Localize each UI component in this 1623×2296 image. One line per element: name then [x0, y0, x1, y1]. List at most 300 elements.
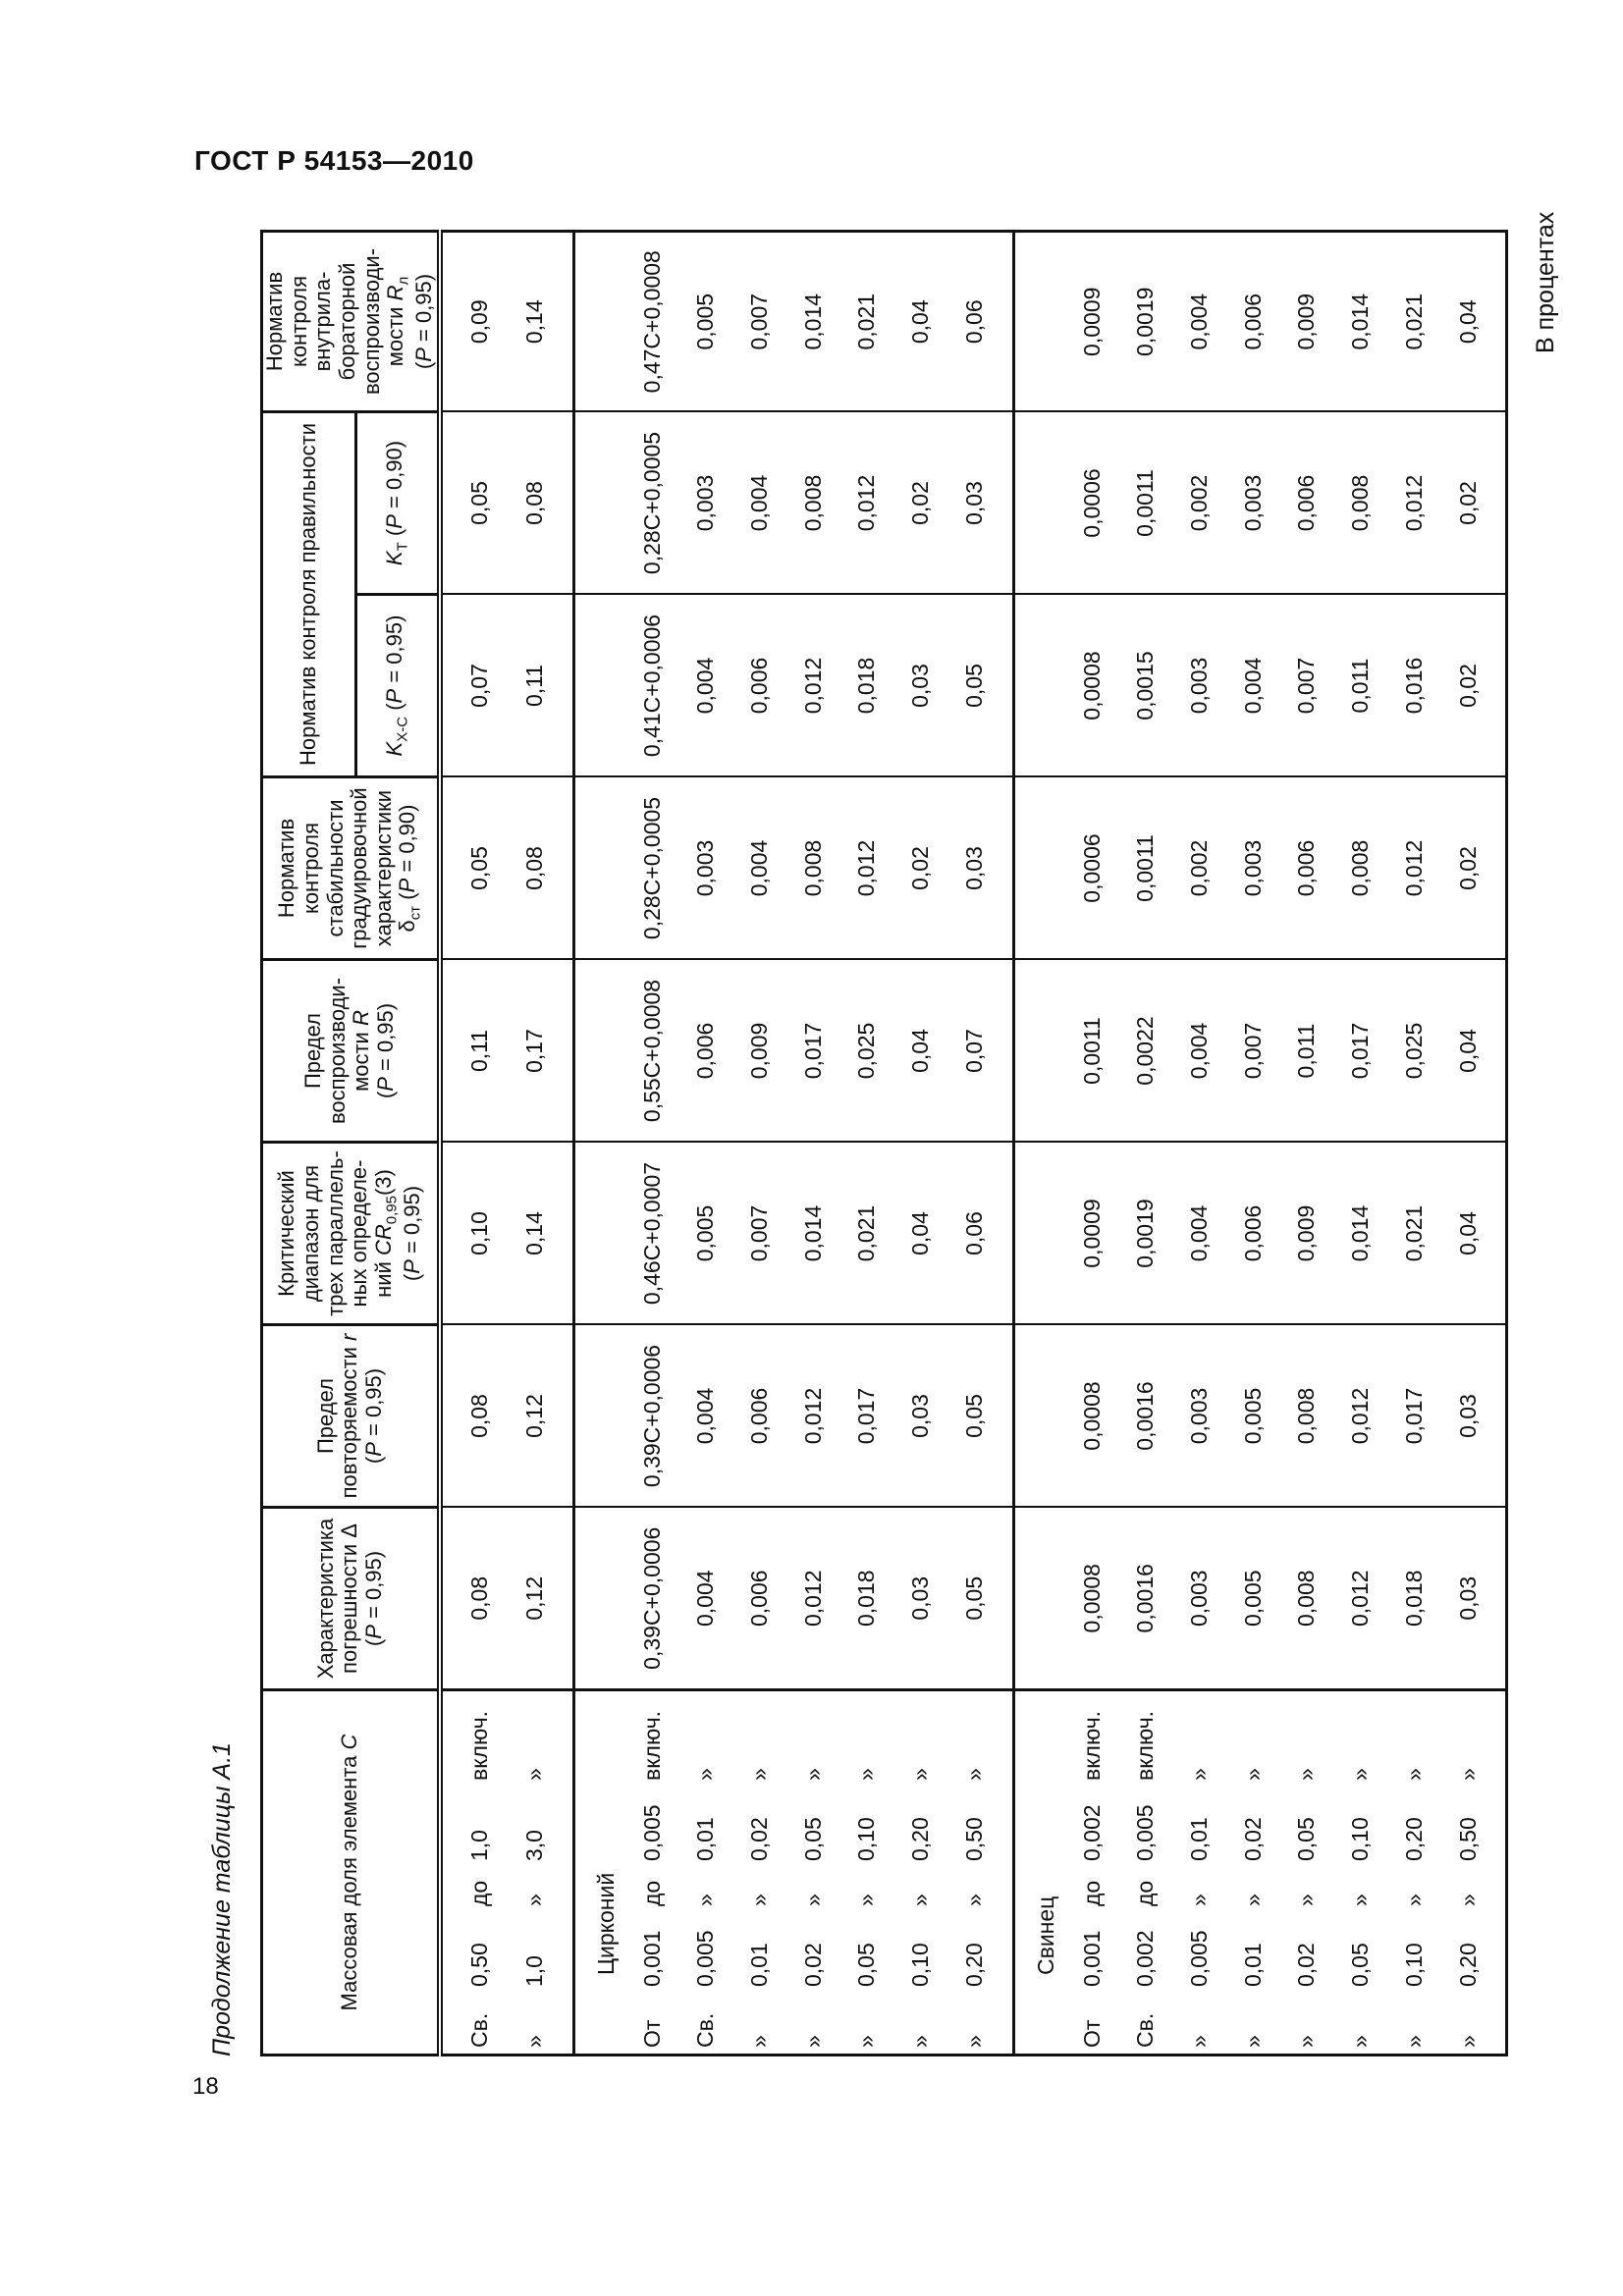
value-cell: 0,012: [839, 777, 893, 960]
value-cell: 0,017: [1387, 1325, 1441, 1508]
element-name: Цирконий: [573, 1690, 625, 2056]
header-kt: $K_Т$ (P = 0,90): [355, 412, 440, 595]
value-cell: 0,004: [678, 1508, 732, 1690]
empty-cell: [1013, 777, 1065, 960]
range-to: 0,10: [853, 1817, 880, 1861]
header-st-l2: контроля: [298, 822, 323, 915]
mass-fraction-cell: [1118, 1690, 1172, 2056]
mass-fraction-cell: [839, 1690, 893, 2056]
table-row: [947, 232, 1013, 2056]
header-delta-l2: погрешности Δ: [337, 1523, 362, 1674]
range-mid: »: [1239, 1894, 1266, 1906]
header-r-l2-text: повторяемости: [337, 1347, 362, 1499]
header-mass-fraction-text: Массовая доля элемента: [337, 1755, 362, 2011]
data-table-container: [260, 233, 1507, 2056]
range-mid: до: [466, 1880, 493, 1906]
empty-cell: [1013, 960, 1065, 1143]
range-suffix: »: [521, 1768, 548, 1781]
range-suffix: »: [1400, 1768, 1427, 1781]
value-cell: 0,008: [1279, 1325, 1333, 1508]
value-cell: 0,018: [839, 595, 893, 777]
value-cell: 0,025: [839, 960, 893, 1143]
value-cell: 0,011: [1279, 960, 1333, 1143]
header-cr-p: (P = 0,95): [400, 1185, 424, 1282]
value-cell: 0,002: [1172, 777, 1226, 960]
p-var: P: [381, 688, 406, 704]
header-R-p: (P = 0,95): [373, 1002, 399, 1099]
header-rl-l1: Норматив: [262, 271, 287, 372]
range-prefix: »: [521, 2035, 548, 2048]
value-cell: 0,014: [786, 232, 840, 412]
value-cell: 0,003: [1226, 412, 1280, 595]
header-mass-fraction-var: C: [337, 1734, 362, 1750]
value-cell: 0,008: [786, 777, 840, 960]
value-cell: 0,07: [947, 960, 1013, 1143]
header-rl-sub: л: [395, 276, 412, 286]
value-cell: 0,03: [893, 595, 947, 777]
table-row: [1441, 232, 1507, 2056]
range-from: 0,005: [692, 1930, 719, 1987]
table-row: [1387, 232, 1441, 2056]
value-cell: 0,018: [1387, 1508, 1441, 1690]
range-suffix: включ.: [1078, 1710, 1105, 1781]
value-cell: 0,012: [1387, 777, 1441, 960]
empty-cell: [573, 412, 625, 595]
range-to: 0,10: [1347, 1817, 1374, 1861]
range-prefix: От: [638, 2019, 665, 2048]
range-mid: »: [961, 1894, 988, 1906]
range-from: 0,002: [1132, 1930, 1159, 1987]
value-cell: 0,021: [1387, 1143, 1441, 1325]
header-intralab-reproducibility: [262, 232, 440, 412]
value-cell: 0,0011: [1118, 777, 1172, 960]
value-cell: 0,09: [440, 232, 508, 412]
table-row: [786, 232, 840, 2056]
range-prefix: »: [1185, 2035, 1212, 2048]
header-R-var: R: [349, 1010, 374, 1027]
range-mid: »: [1347, 1894, 1374, 1906]
value-cell: 0,006: [732, 1508, 786, 1690]
value-cell: 0,12: [508, 1508, 573, 1690]
value-cell: 0,003: [1172, 1508, 1226, 1690]
units-label: В процентах: [1532, 211, 1559, 353]
header-st-l4: градуировочной: [347, 787, 372, 949]
range-mid: »: [1293, 1894, 1320, 1906]
range-prefix: Св.: [1132, 2012, 1159, 2048]
header-rl-l5: воспроизводи-: [358, 247, 384, 396]
header-rl-p: (P = 0,95): [411, 273, 437, 370]
range-suffix: »: [853, 1768, 880, 1781]
range-from: 0,10: [1400, 1943, 1427, 1987]
p-var: P: [373, 1077, 399, 1092]
value-cell: 0,021: [839, 232, 893, 412]
table-row: [1279, 232, 1333, 2056]
page-number: 18: [192, 2073, 219, 2100]
value-cell: 0,008: [1279, 1508, 1333, 1690]
empty-cell: [573, 960, 625, 1143]
empty-cell: [573, 777, 625, 960]
range-mid: до: [1132, 1880, 1159, 1906]
header-cr-l4: ных определе-: [347, 1159, 372, 1308]
range-prefix: »: [745, 2035, 772, 2048]
range-suffix: »: [745, 1768, 772, 1781]
value-cell: 0,04: [893, 1143, 947, 1325]
mass-fraction-cell: [786, 1690, 840, 2056]
header-r-l2: [338, 1326, 362, 1506]
value-cell: 0,006: [1279, 777, 1333, 960]
value-cell: 0,0009: [1065, 232, 1119, 412]
range-to: 0,02: [745, 1817, 772, 1861]
empty-cell: [1013, 1508, 1065, 1690]
table-row: [1118, 232, 1172, 2056]
header-cr-sub: 0,95: [383, 1196, 401, 1225]
value-cell: 0,02: [1441, 595, 1507, 777]
mass-fraction-cell: [893, 1690, 947, 2056]
p-value: = 0,90): [395, 804, 420, 879]
value-cell: 0,009: [1279, 1143, 1333, 1325]
value-cell: 0,007: [1279, 595, 1333, 777]
value-cell: 0,012: [786, 1325, 840, 1508]
value-cell: 0,17: [508, 960, 573, 1143]
header-st-l1: Норматив: [274, 818, 299, 919]
header-rl-var: R: [383, 285, 408, 301]
value-cell: 0,04: [1441, 1143, 1507, 1325]
value-cell: 0,012: [786, 595, 840, 777]
range-from: 1,0: [521, 1955, 548, 1987]
mass-fraction-cell: [440, 1690, 508, 2056]
value-cell: 0,08: [508, 412, 573, 595]
p-value: = 0,95): [400, 1185, 424, 1260]
range-prefix: »: [799, 2035, 826, 2048]
document-header: ГОСТ Р 54153—2010: [194, 145, 474, 176]
p-value: = 0,95): [360, 1550, 386, 1626]
empty-cell: [1013, 595, 1065, 777]
empty-cell: [573, 232, 625, 412]
range-from: 0,02: [1293, 1943, 1320, 1987]
range-from: 0,50: [466, 1943, 493, 1987]
value-cell: 0,08: [440, 1325, 508, 1508]
value-cell: 0,03: [893, 1508, 947, 1690]
range-to: 3,0: [521, 1830, 548, 1861]
header-rl-l6-text: мости: [383, 306, 408, 367]
value-cell: 0,55C+0,0008: [625, 960, 679, 1143]
value-cell: 0,0016: [1118, 1508, 1172, 1690]
value-cell: 0,004: [1226, 595, 1280, 777]
range-mid: »: [1400, 1894, 1427, 1906]
range-suffix: »: [1239, 1768, 1266, 1781]
header-st-l5: характеристики: [370, 789, 396, 947]
header-rl-l4: бораторной: [334, 262, 359, 381]
header-cr-l5-text: ний: [370, 1261, 396, 1298]
value-cell: 0,04: [1441, 232, 1507, 412]
value-cell: 0,025: [1387, 960, 1441, 1143]
table-row: [1333, 232, 1387, 2056]
range-prefix: »: [1455, 2035, 1482, 2048]
header-R-l2: воспроизводи-: [324, 977, 350, 1125]
p-var: P: [395, 878, 420, 893]
value-cell: 0,007: [1226, 960, 1280, 1143]
range-to: 0,50: [1455, 1817, 1482, 1861]
value-cell: 0,005: [678, 1143, 732, 1325]
table-body: [440, 232, 1507, 2056]
range-from: 0,005: [1185, 1930, 1212, 1987]
range-from: 0,05: [1347, 1943, 1374, 1987]
empty-cell: [1013, 232, 1065, 412]
range-suffix: »: [692, 1768, 719, 1781]
header-delta-l1: Характеристика: [312, 1518, 338, 1680]
value-cell: 0,08: [508, 777, 573, 960]
range-to: 0,05: [1293, 1817, 1320, 1861]
value-cell: 0,05: [440, 412, 508, 595]
range-from: 0,20: [1455, 1943, 1482, 1987]
value-cell: 0,28C+0,0005: [625, 412, 679, 595]
header-st-l3: стабильности: [322, 799, 348, 937]
header-kt-var: K: [381, 551, 406, 566]
value-cell: 0,017: [1333, 960, 1387, 1143]
p-value: = 0,95): [373, 1002, 399, 1078]
value-cell: 0,006: [678, 960, 732, 1143]
value-cell: 0,014: [1333, 232, 1387, 412]
header-kxc: $K_{X-C}$ (P = 0,95): [355, 595, 440, 777]
value-cell: 0,0008: [1065, 595, 1119, 777]
value-cell: 0,0022: [1118, 960, 1172, 1143]
value-cell: 0,05: [440, 777, 508, 960]
value-cell: 0,0009: [1065, 1143, 1119, 1325]
mass-fraction-cell: [625, 1690, 679, 2056]
value-cell: 0,006: [1279, 412, 1333, 595]
value-cell: 0,004: [732, 412, 786, 595]
range-to: 0,005: [638, 1804, 665, 1861]
value-cell: 0,0015: [1118, 595, 1172, 777]
header-R-l3-text: мости: [349, 1032, 374, 1092]
mass-fraction-cell: [947, 1690, 1013, 2056]
value-cell: 0,003: [1172, 595, 1226, 777]
value-cell: 0,003: [1172, 1325, 1226, 1508]
value-cell: 0,012: [839, 412, 893, 595]
value-cell: 0,0011: [1118, 412, 1172, 595]
range-from: 0,01: [1239, 1943, 1266, 1987]
value-cell: 0,03: [1441, 1325, 1507, 1508]
range-prefix: Св.: [692, 2012, 719, 2048]
range-from: 0,20: [961, 1943, 988, 1987]
value-cell: 0,006: [1226, 1143, 1280, 1325]
range-to: 1,0: [466, 1830, 493, 1861]
table-row: [625, 232, 679, 2056]
value-cell: 0,03: [947, 412, 1013, 595]
range-suffix: »: [1347, 1768, 1374, 1781]
empty-cell: [573, 1143, 625, 1325]
range-mid: »: [1185, 1894, 1212, 1906]
p-value: = 0,90): [381, 440, 406, 515]
header-st-sub: ст: [406, 905, 424, 921]
value-cell: 0,04: [1441, 960, 1507, 1143]
element-name: Свинец: [1013, 1690, 1065, 2056]
range-suffix: включ.: [638, 1710, 665, 1781]
value-cell: 0,03: [947, 777, 1013, 960]
mass-fraction-cell: [732, 1690, 786, 2056]
p-var: P: [400, 1259, 424, 1274]
range-mid: »: [853, 1894, 880, 1906]
header-r-p: (P = 0,95): [360, 1367, 386, 1465]
value-cell: 0,005: [1226, 1508, 1280, 1690]
range-to: 0,20: [907, 1817, 934, 1861]
header-cr-tail: (3): [370, 1169, 396, 1197]
value-cell: 0,014: [786, 1143, 840, 1325]
table-row: [1065, 232, 1119, 2056]
value-cell: 0,0016: [1118, 1325, 1172, 1508]
value-cell: 0,009: [1279, 232, 1333, 412]
value-cell: 0,06: [947, 1143, 1013, 1325]
value-cell: 0,006: [732, 1325, 786, 1508]
p-var: P: [360, 1625, 386, 1639]
value-cell: 0,0008: [1065, 1508, 1119, 1690]
range-suffix: включ.: [466, 1710, 493, 1781]
range-mid: »: [521, 1894, 548, 1906]
range-to: 0,05: [799, 1817, 826, 1861]
table-continuation-caption: Продолжение таблицы А.1: [208, 1742, 236, 2056]
p-value: = 0,95): [411, 273, 437, 348]
table-row: [893, 232, 947, 2056]
mass-fraction-cell: [1441, 1690, 1507, 2056]
range-mid: до: [1078, 1880, 1105, 1906]
range-to: 0,20: [1400, 1817, 1427, 1861]
value-cell: 0,021: [839, 1143, 893, 1325]
range-prefix: »: [1347, 2035, 1374, 2048]
mass-fraction-cell: [508, 1690, 573, 2056]
value-cell: 0,006: [1226, 232, 1280, 412]
value-cell: 0,009: [732, 960, 786, 1143]
range-prefix: »: [1239, 2035, 1266, 2048]
mass-fraction-cell: [1333, 1690, 1387, 2056]
element-row: [1013, 232, 1065, 2056]
range-to: 0,002: [1078, 1804, 1105, 1861]
range-from: 0,001: [1078, 1930, 1105, 1987]
range-suffix: »: [1185, 1768, 1212, 1781]
table-row: [440, 232, 508, 2056]
range-from: 0,001: [638, 1930, 665, 1987]
range-mid: »: [799, 1894, 826, 1906]
value-cell: 0,004: [1172, 960, 1226, 1143]
value-cell: 0,004: [678, 595, 732, 777]
value-cell: 0,011: [1333, 595, 1387, 777]
header-cr-l5: [372, 1144, 401, 1323]
header-rl-l6: [384, 233, 412, 410]
value-cell: 0,28C+0,0005: [625, 777, 679, 960]
value-cell: 0,0019: [1118, 232, 1172, 412]
value-cell: 0,0006: [1065, 777, 1119, 960]
value-cell: 0,47C+0,0008: [625, 232, 679, 412]
empty-cell: [1013, 1143, 1065, 1325]
range-prefix: »: [961, 2035, 988, 2048]
range-prefix: »: [853, 2035, 880, 2048]
value-cell: 0,10: [440, 1143, 508, 1325]
range-suffix: »: [961, 1768, 988, 1781]
header-stability: [262, 777, 440, 960]
header-R-l1: Предел: [300, 1013, 326, 1089]
value-cell: 0,0019: [1118, 1143, 1172, 1325]
value-cell: 0,002: [1172, 412, 1226, 595]
header-kxc-var: K: [381, 741, 406, 757]
value-cell: 0,03: [893, 1325, 947, 1508]
value-cell: 0,012: [1387, 412, 1441, 595]
range-suffix: »: [1293, 1768, 1320, 1781]
header-cr-l2: диапазон для: [298, 1164, 323, 1303]
range-mid: »: [745, 1894, 772, 1906]
range-to: 0,005: [1132, 1804, 1159, 1861]
value-cell: 0,12: [508, 1325, 573, 1508]
range-suffix: »: [1455, 1768, 1482, 1781]
p-var: P: [360, 1442, 386, 1457]
empty-cell: [1013, 412, 1065, 595]
value-cell: 0,39C+0,0006: [625, 1325, 679, 1508]
value-cell: 0,005: [678, 232, 732, 412]
mass-fraction-cell: [1172, 1690, 1226, 2056]
header-correctness-group: Норматив контроля правильности: [262, 412, 356, 777]
header-mass-fraction: [262, 1690, 440, 2056]
empty-cell: [573, 595, 625, 777]
range-suffix: включ.: [1132, 1710, 1159, 1781]
element-row: [573, 232, 625, 2056]
header-delta: [262, 1508, 440, 1690]
range-from: 0,02: [799, 1943, 826, 1987]
range-suffix: »: [799, 1768, 826, 1781]
value-cell: 0,41C+0,0006: [625, 595, 679, 777]
range-to: 0,01: [692, 1817, 719, 1861]
value-cell: 0,46C+0,0007: [625, 1143, 679, 1325]
value-cell: 0,004: [732, 777, 786, 960]
data-table: [260, 230, 1508, 2056]
value-cell: 0,39C+0,0006: [625, 1508, 679, 1690]
value-cell: 0,008: [1333, 777, 1387, 960]
p-value: = 0,95): [360, 1367, 386, 1443]
value-cell: 0,003: [678, 412, 732, 595]
range-to: 0,02: [1239, 1817, 1266, 1861]
mass-fraction-cell: [1279, 1690, 1333, 2056]
p-var: P: [381, 514, 406, 529]
value-cell: 0,03: [1441, 1508, 1507, 1690]
range-from: 0,01: [745, 1943, 772, 1987]
header-repeatability: [262, 1325, 440, 1508]
p-value: = 0,95): [381, 614, 406, 689]
value-cell: 0,016: [1387, 595, 1441, 777]
range-prefix: »: [907, 2035, 934, 2048]
value-cell: 0,005: [1226, 1325, 1280, 1508]
mass-fraction-cell: [1387, 1690, 1441, 2056]
header-rl-l2: контроля: [286, 275, 311, 368]
value-cell: 0,0008: [1065, 1325, 1119, 1508]
header-reproducibility: [262, 960, 440, 1143]
table-row: [1172, 232, 1226, 2056]
empty-cell: [1013, 1325, 1065, 1508]
range-prefix: »: [1400, 2035, 1427, 2048]
value-cell: 0,02: [893, 777, 947, 960]
value-cell: 0,008: [786, 412, 840, 595]
range-mid: »: [692, 1894, 719, 1906]
mass-fraction-cell: [678, 1690, 732, 2056]
mass-fraction-cell: [1065, 1690, 1119, 2056]
value-cell: 0,021: [1387, 232, 1441, 412]
value-cell: 0,06: [947, 232, 1013, 412]
range-suffix: »: [907, 1768, 934, 1781]
value-cell: 0,007: [732, 1143, 786, 1325]
range-prefix: »: [1293, 2035, 1320, 2048]
table-row: [1226, 232, 1280, 2056]
value-cell: 0,04: [893, 960, 947, 1143]
range-to: 0,01: [1185, 1817, 1212, 1861]
value-cell: 0,004: [1172, 232, 1226, 412]
range-mid: »: [907, 1894, 934, 1906]
value-cell: 0,02: [893, 412, 947, 595]
